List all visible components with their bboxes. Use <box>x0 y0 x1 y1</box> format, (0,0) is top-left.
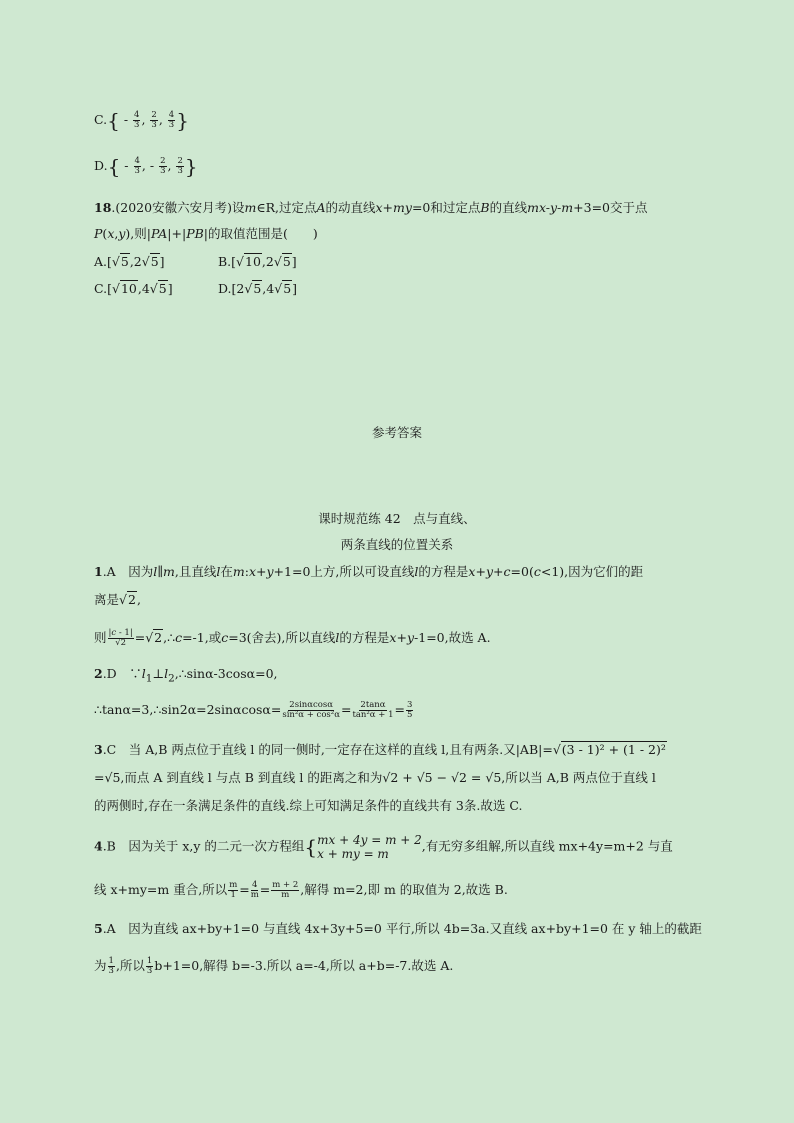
answer-number: 4 <box>94 838 103 854</box>
fraction: $\frac{2}{3}$ <box>151 110 157 130</box>
section-title-2: 两条直线的位置关系 <box>340 537 454 552</box>
fraction: $\frac{2}{3}$ <box>160 156 166 176</box>
question-number: 18 <box>94 200 112 215</box>
q18-option-b: B.[√10,2√5] <box>217 254 297 269</box>
answer-number: 3 <box>94 742 103 757</box>
answer-5-line1: 5.A 因为直线 ax+by+1=0 与直线 4x+3y+5=0 平行,所以 4b=3a.又直线 ax+by+1=0 在 y 轴上的截距 <box>94 921 702 936</box>
q18-text: =0交于点 <box>591 200 648 215</box>
q18-text: =0和过定点 <box>411 200 481 215</box>
q18-text: 的直线 <box>489 200 528 215</box>
answer-3-line3: 的两侧时,存在一条满足条件的直线.综上可知满足条件的直线共有 3条.故选 C. <box>94 798 523 813</box>
answer-1-line1: 1.A 因为l∥m,且直线l在m:x+y+1=0上方,所以可设直线l的方程是x+y+c=0(c<1),因为它们的距 <box>94 564 644 579</box>
answer-number: 5 <box>94 921 103 936</box>
answer-3-line2: =√5,而点 A 到直线 l 与点 B 到直线 l 的距离之和为√2 + √5 − √2 = √5,所以当 A,B 两点位于直线 l <box>94 770 656 785</box>
option-label: C. <box>94 112 108 127</box>
q18-option-c: C.[√10,4√5] <box>94 281 173 296</box>
section-title-1: 课时规范练 42 点与直线、 <box>318 511 476 526</box>
minus: - <box>123 112 129 127</box>
q18-text: ∈R,过定点 <box>256 200 317 215</box>
q18-option-d: D.[2√5,4√5] <box>217 281 298 296</box>
q18-line2: P(x,y),则|PA|+|PB|的取值范围是( ) <box>94 226 318 241</box>
q18-option-a: A.[√5,2√5] <box>94 254 165 269</box>
answer-number: 2 <box>94 666 103 681</box>
minus: - <box>124 158 129 173</box>
answer-4-line2: 线 x+my=m 重合,所以 $\frac{m}{1}$ = $\frac{4}{m}$ = $\frac{m + 2}{m}$ ,解得 m=2,即 m 的取值为 2,故选 B. <box>94 880 508 900</box>
fraction: $\frac{2}{3}$ <box>177 156 183 176</box>
minus: - <box>149 158 155 173</box>
q18-text: 的动直线 <box>325 200 376 215</box>
q17-option-c: C.{ - $\frac{4}{3}$ , $\frac{2}{3}$ , $\frac{4}{3}$ } <box>94 108 189 133</box>
answer-4-line1: 4.B 因为关于 x,y 的二元一次方程组 { mx + 4y = m + 2 x + my = m ,有无穷多组解,所以直线 mx+4y=m+2 与直 <box>94 833 673 861</box>
answer-2-line2: ∴tanα=3,∴sin2α=2sinαcosα= $\frac{2\sin\alpha\cos\alpha}{\text{sin²α + cos²α}}$ = $\frac{2\tan\alpha}{\text{tan²α + 1}}$ = $\frac{3}{5}$ <box>94 700 413 720</box>
q18-text: .(2020安徽六安月考)设 <box>111 200 245 215</box>
q18-options-cd <box>94 279 297 299</box>
answer-5-line2: 为 $\frac{1}{3}$ ,所以 $\frac{1}{3}$ b+1=0,解得 b=-3.所以 a=-4,所以 a+b=-7.故选 A. <box>94 956 454 976</box>
answer-3-line1: 3.C 当 A,B 两点位于直线 l 的同一侧时,一定存在这样的直线 l,且有两条.又|AB|=√(3 - 1)² + (1 - 2)² <box>94 742 666 757</box>
equation-system: { mx + 4y = m + 2 x + my = m <box>304 833 422 861</box>
q18-options-ab <box>94 252 297 272</box>
fraction: $\frac{4}{3}$ <box>134 110 140 130</box>
fraction: $\frac{4}{3}$ <box>134 156 140 176</box>
answers-heading: 参考答案 <box>371 425 422 440</box>
fraction: $\frac{4}{3}$ <box>168 110 175 130</box>
q17-option-d: D.{ - $\frac{4}{3}$ , - $\frac{2}{3}$ , $\frac{2}{3}$ } <box>94 154 198 179</box>
q18-text: 的取值范围是( ) <box>208 226 318 241</box>
answer-1-line3: 则 $\frac{|c - 1|}{√2}$ =√2,∴c=-1,或c=3(舍去),所以直线l的方程是x+y-1=0,故选 A. <box>94 628 491 648</box>
answer-2-line1: 2.D $\because l_1\perp l_2,\therefore\sin\alpha-3\cos\alpha=0$, <box>94 666 278 685</box>
answer-1-line2: 离是√2, <box>94 592 141 607</box>
answer-number: 1 <box>94 564 103 579</box>
q18-line1: 18.(2020安徽六安月考)设m∈R,过定点A的动直线x+my=0和过定点B的直线mx-y-m+3=0交于点 <box>94 200 648 215</box>
option-label: D. <box>94 158 108 173</box>
